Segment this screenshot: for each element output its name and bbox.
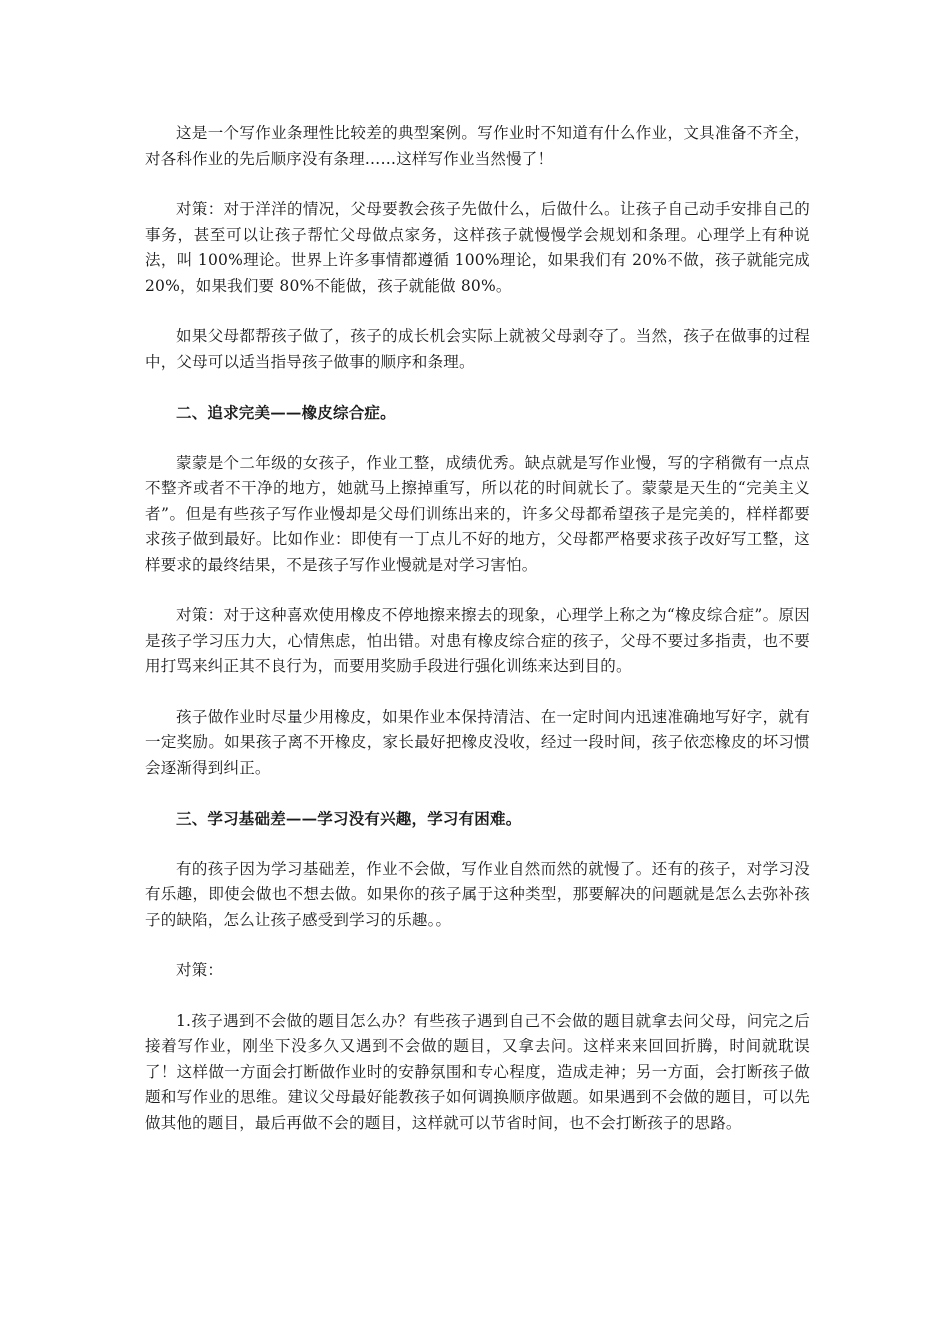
paragraph-gap [145, 680, 810, 705]
paragraph-7: 孩子做作业时尽量少用橡皮，如果作业本保持清洁、在一定时间内迅速准确地写好字，就有一定奖励。如果孩子离不开橡皮，家长最好把橡皮没收，经过一段时间，孩子依恋橡皮的坏习惯会逐渐得到纠正。 [145, 707, 810, 777]
section-heading-2: 二、追求完美——橡皮综合症。 [176, 403, 396, 422]
paragraph-1: 这是一个写作业条理性比较差的典型案例。写作业时不知道有什么作业，文具准备不齐全，对各科作业的先后顺序没有条理……这样写作业当然慢了！ [145, 124, 810, 168]
paragraph-gap [145, 781, 810, 806]
paragraph-gap [145, 984, 810, 1009]
paragraph-6: 对策：对于这种喜欢使用橡皮不停地擦来擦去的现象，心理学上称之为“橡皮综合症”。原因是孩子学习压力大，心情焦虑，怕出错。对患有橡皮综合症的孩子，父母不要过多指责，也不要用打骂来纠正其不良行为，而要用奖励手段进行强化训练来达到目的。 [145, 606, 810, 675]
paragraph-11: 1.孩子遇到不会做的题目怎么办？有些孩子遇到自己不会做的题目就拿去问父母，问完之后接着写作业，刚坐下没多久又遇到不会做的题目，又拿去问。这样来来回回折腾，时间就耽误了！这样做一方面会打断做作业时的安静氛围和专心程度，造成走神；另一方面，会打断孩子做题和写作业的思维。建议父母最好能教孩子如何调换顺序做题。如果遇到不会做的题目，可以先做其他的题目，最后再做不会的题目，这样就可以节省时间，也不会打断孩子的思路。 [145, 1011, 810, 1132]
paragraph-gap [145, 426, 810, 451]
paragraph-2: 对策：对于洋洋的情况，父母要教会孩子先做什么，后做什么。让孩子自己动手安排自己的事务，甚至可以让孩子帮忙父母做点家务，这样孩子就慢慢学会规划和条理。心理学上有种说法，叫 100%理论。世界上许多事情都遵循 100%理论，如果我们有 20%不做，孩子就能完成 20%，如果我们要 80%不能做，孩子就能做 80%。 [145, 200, 810, 295]
paragraph-gap [145, 172, 810, 197]
paragraph-gap [145, 832, 810, 857]
section-heading-3: 三、学习基础差——学习没有兴趣，学习有困难。 [176, 809, 522, 828]
paragraph-gap [145, 375, 810, 400]
paragraph-3: 如果父母都帮孩子做了，孩子的成长机会实际上就被父母剥夺了。当然，孩子在做事的过程中，父母可以适当指导孩子做事的顺序和条理。 [145, 327, 810, 371]
paragraph-gap [145, 299, 810, 324]
paragraph-gap [145, 578, 810, 603]
paragraph-5: 蒙蒙是个二年级的女孩子，作业工整，成绩优秀。缺点就是写作业慢，写的字稍微有一点点不整齐或者不干净的地方，她就马上擦掉重写，所以花的时间就长了。蒙蒙是天生的“完美主义者”。但是有些孩子写作业慢却是父母们训练出来的，许多父母都希望孩子是完美的，样样都要求孩子做到最好。比如作业：即使有一丁点儿不好的地方，父母都严格要求孩子改好写工整，这样要求的最终结果，不是孩子写作业慢就是对学习害怕。 [145, 453, 810, 574]
document-body [145, 121, 810, 1136]
paragraph-10: 对策： [176, 961, 224, 979]
paragraph-gap [145, 933, 810, 958]
paragraph-9: 有的孩子因为学习基础差，作业不会做，写作业自然而然的就慢了。还有的孩子，对学习没有乐趣，即使会做也不想去做。如果你的孩子属于这种类型，那要解决的问题就是怎么去弥补孩子的缺陷，怎么让孩子感受到学习的乐趣。。 [145, 859, 810, 929]
